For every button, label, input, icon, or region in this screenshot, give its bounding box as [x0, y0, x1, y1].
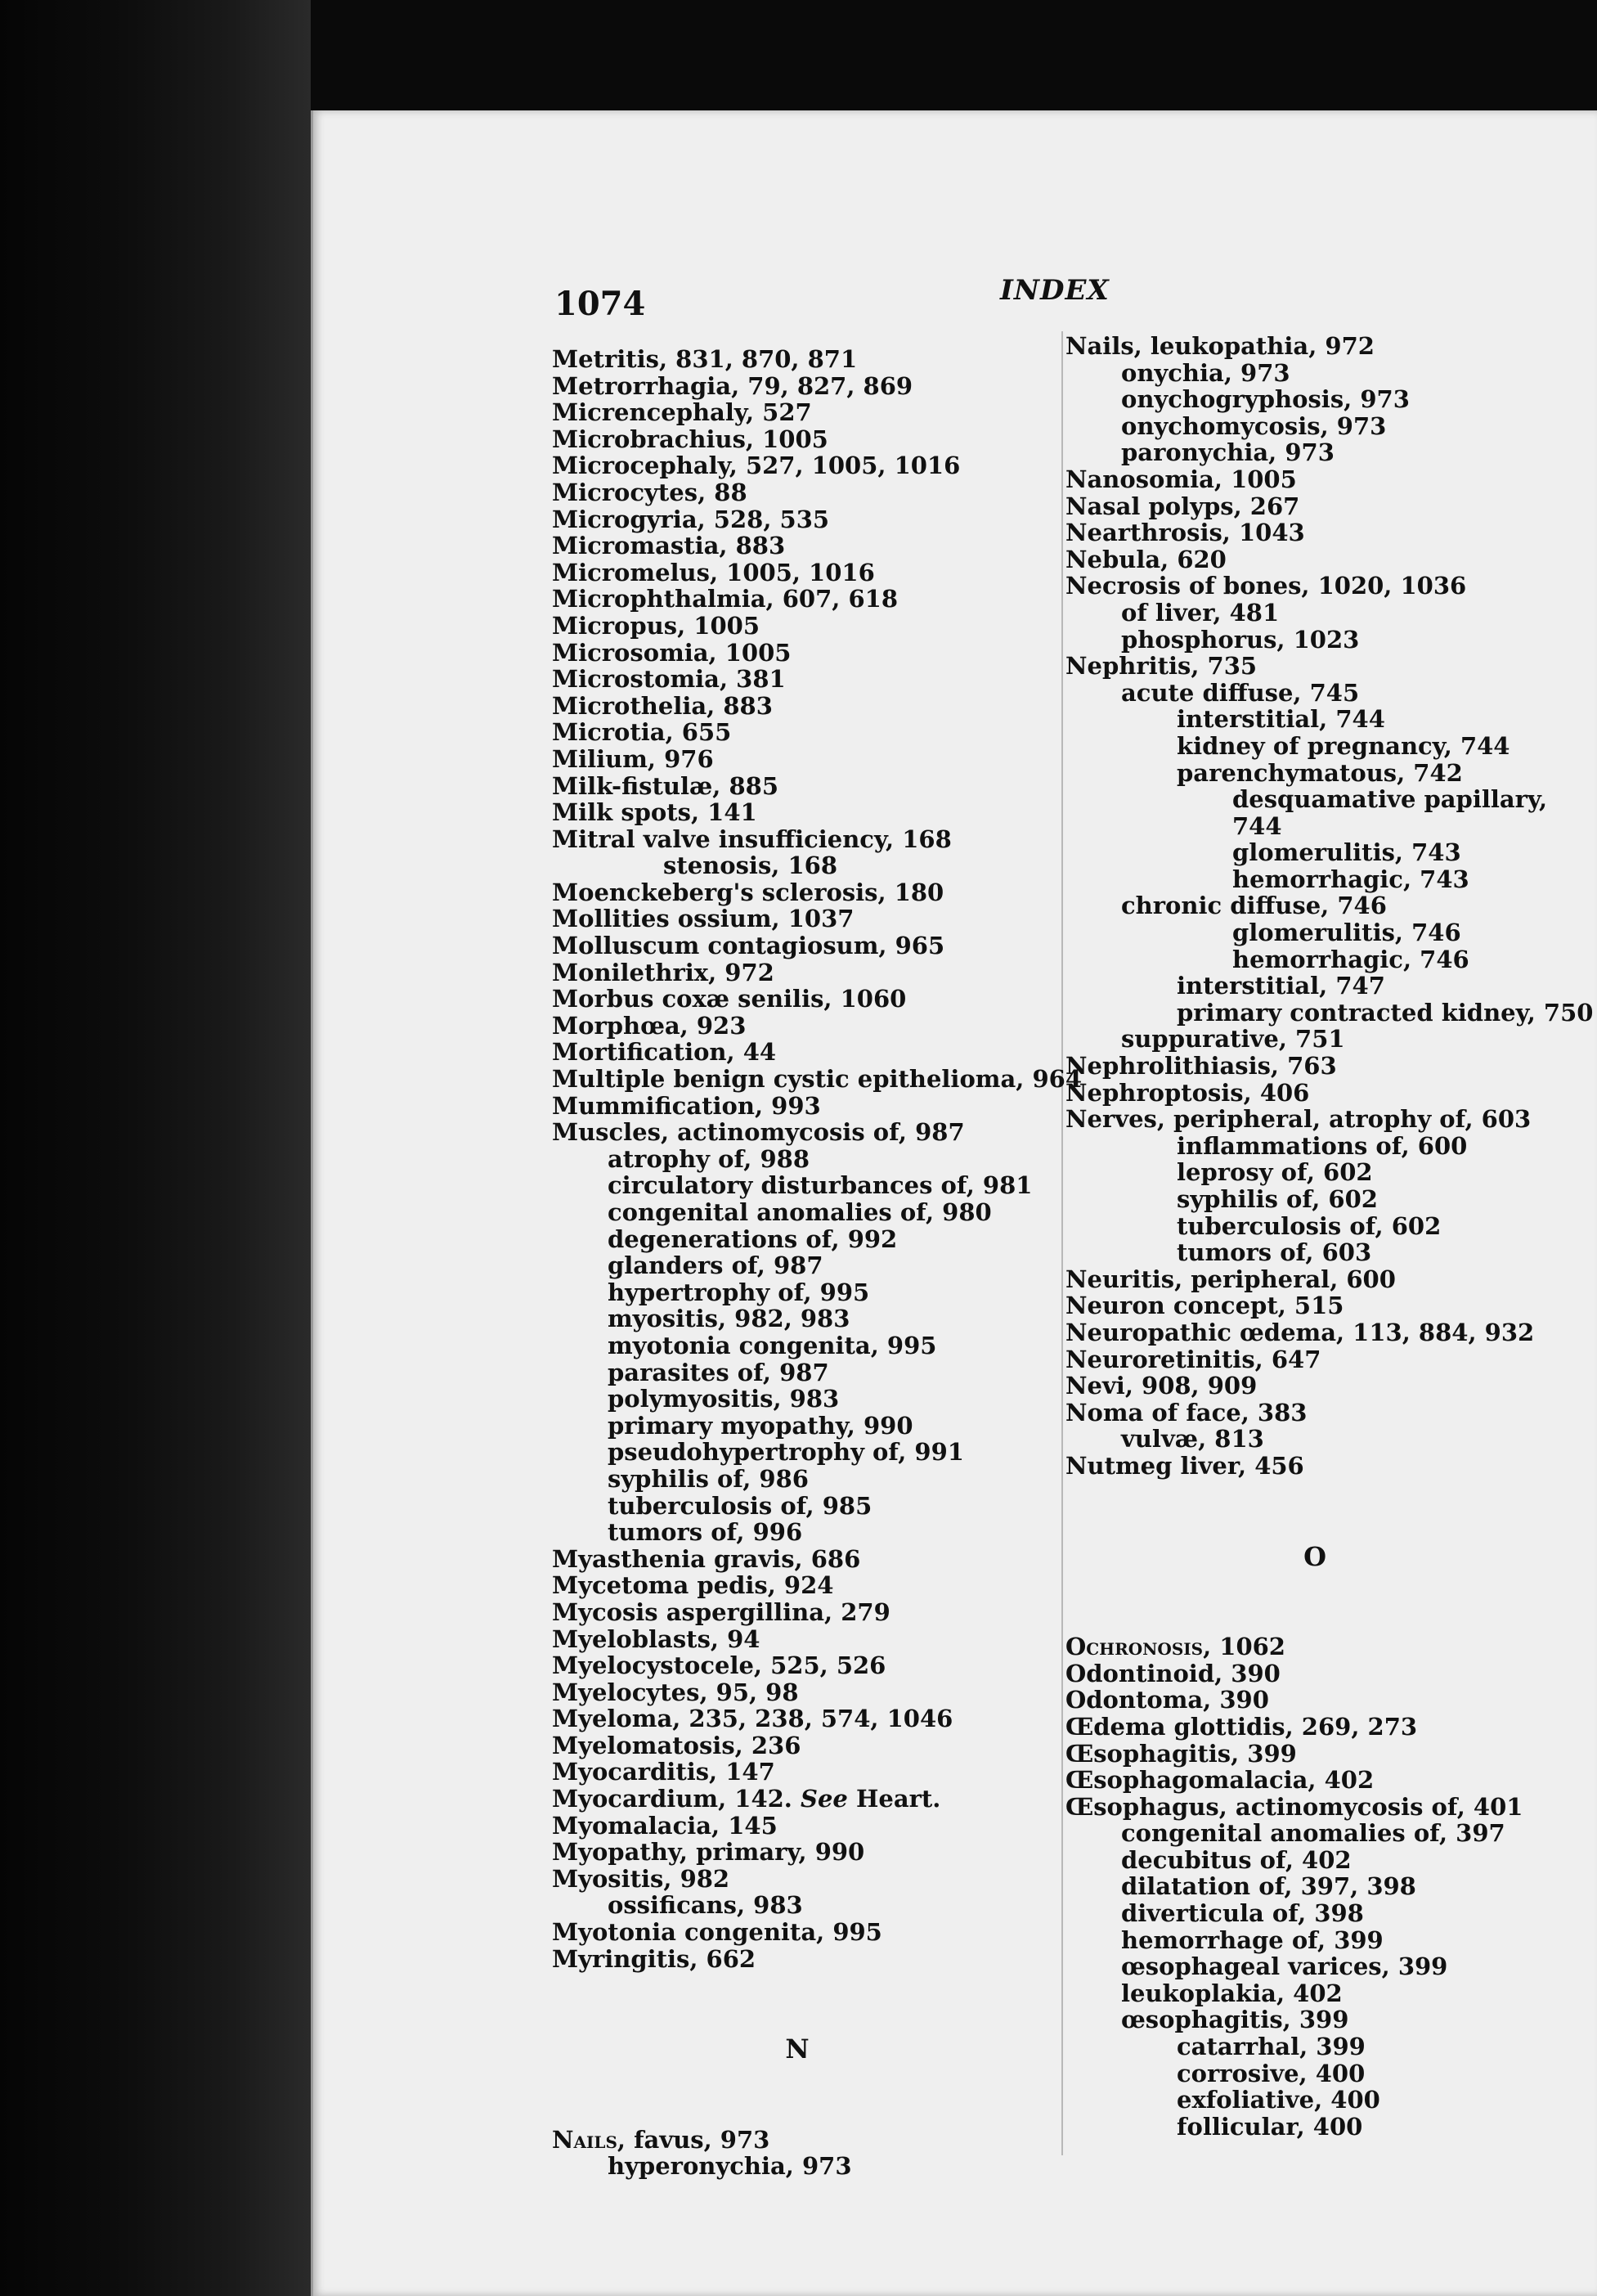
- entry-text: Microthelia, 883: [552, 691, 773, 720]
- index-subentry: [1065, 839, 1597, 866]
- entry-text: vulvæ, 813: [1121, 1425, 1264, 1454]
- index-entry: [552, 586, 1075, 613]
- entry-text: congenital anomalies of, 980: [608, 1198, 992, 1226]
- index-subentry: [552, 1146, 1075, 1173]
- section-letter: O: [1303, 1540, 1326, 1572]
- index-entry: [552, 559, 1075, 586]
- index-subentry: [1065, 1186, 1597, 1213]
- entry-text: Milk spots, 141: [552, 798, 757, 827]
- index-subentry: [1065, 680, 1597, 707]
- index-entry: [1065, 519, 1597, 546]
- entry-text: polymyositis, 983: [608, 1385, 840, 1413]
- index-subentry: [552, 1226, 1075, 1253]
- index-entry: [1065, 1373, 1597, 1400]
- index-subentry: [552, 1413, 1075, 1440]
- entry-text: degenerations of, 992: [608, 1224, 898, 1253]
- section-gap: [1065, 1570, 1597, 1633]
- entry-text: Nerves, peripheral, atrophy of, 603: [1065, 1105, 1532, 1134]
- index-entry: [552, 613, 1075, 640]
- index-subentry: [1065, 1000, 1597, 1027]
- entry-text: parasites of, 987: [608, 1358, 829, 1386]
- index-entry: [552, 1919, 1075, 1946]
- index-subentry: [1065, 813, 1597, 840]
- index-entry: [1065, 1794, 1597, 1821]
- index-subentry: [1065, 600, 1597, 627]
- index-entry: [552, 1705, 1075, 1732]
- index-entry: [1065, 546, 1597, 573]
- index-entry: [1065, 1319, 1597, 1346]
- entry-text: Ochronosis: [1065, 1633, 1204, 1661]
- entry-text: Myeloblasts, 94: [552, 1624, 760, 1653]
- entry-text: 744: [1232, 811, 1282, 840]
- index-entry: [552, 746, 1075, 773]
- entry-text: Œsophagus, actinomycosis of, 401: [1065, 1792, 1523, 1821]
- entry-text: Morphœa, 923: [552, 1011, 747, 1040]
- index-entry: [552, 693, 1075, 720]
- index-entry: [552, 1866, 1075, 1893]
- entry-text: Mollities ossium, 1037: [552, 905, 855, 933]
- index-entry: [1065, 1714, 1597, 1741]
- entry-text: Necrosis of bones, 1020, 1036: [1065, 572, 1467, 600]
- entry-text: Microgyria, 528, 535: [552, 505, 830, 533]
- entry-text: follicular, 400: [1177, 2112, 1363, 2141]
- entry-text: Nephroptosis, 406: [1065, 1078, 1310, 1107]
- index-entry: [1065, 1633, 1597, 1660]
- index-entry: [552, 719, 1075, 746]
- entry-text: onychomycosis, 973: [1121, 411, 1387, 440]
- index-subentry: [1065, 2114, 1597, 2141]
- index-subentry: [1065, 2087, 1597, 2114]
- entry-text: Micromastia, 883: [552, 532, 786, 560]
- index-subentry: [1065, 760, 1597, 787]
- index-entry: [552, 1813, 1075, 1840]
- index-entry: [552, 879, 1075, 906]
- entry-text: onychogryphosis, 973: [1121, 385, 1410, 414]
- index-entry: [1065, 1292, 1597, 1319]
- entry-text: syphilis of, 602: [1177, 1185, 1378, 1213]
- entry-text: Mortification, 44: [552, 1038, 777, 1067]
- book-gutter-shadow: [0, 0, 311, 2296]
- index-entry: [552, 1572, 1075, 1599]
- index-entry: [552, 640, 1075, 667]
- entry-text: Nanosomia, 1005: [1065, 465, 1297, 493]
- entry-text: glanders of, 987: [608, 1251, 823, 1280]
- index-subentry: [1065, 786, 1597, 813]
- entry-text: Odontoma, 390: [1065, 1686, 1269, 1714]
- index-subentry: [1065, 866, 1597, 893]
- index-entry: [552, 506, 1075, 533]
- entry-text: Neuropathic œdema, 113, 884, 932: [1065, 1318, 1535, 1346]
- entry-text: Œdema glottidis, 269, 273: [1065, 1712, 1418, 1741]
- index-entry: [552, 826, 1075, 853]
- entry-text: Milium, 976: [552, 744, 714, 773]
- index-subentry: [1065, 1953, 1597, 1980]
- entry-pages: , 1062: [1203, 1633, 1285, 1661]
- running-head: INDEX: [1000, 274, 1110, 307]
- index-subentry: [552, 1279, 1075, 1306]
- index-entry: [1065, 1741, 1597, 1768]
- index-entry: [552, 1759, 1075, 1786]
- entry-text: Nutmeg liver, 456: [1065, 1451, 1304, 1480]
- entry-text: Microtia, 655: [552, 718, 732, 747]
- entry-text: Micromelus, 1005, 1016: [552, 558, 875, 586]
- index-entry: [552, 1732, 1075, 1759]
- cross-reference-see: See: [801, 1785, 848, 1813]
- index-subentry: [1065, 1213, 1597, 1240]
- entry-text: decubitus of, 402: [1121, 1845, 1352, 1874]
- index-entry: [552, 373, 1075, 400]
- index-subentry: [1065, 706, 1597, 733]
- index-entry: [552, 1065, 1082, 1094]
- entry-text: Monilethrix, 972: [552, 958, 774, 986]
- entry-text: Moenckeberg's sclerosis, 180: [552, 878, 944, 906]
- entry-text: hypertrophy of, 995: [608, 1278, 870, 1306]
- index-entry: [552, 666, 1075, 693]
- index-entry: [552, 1786, 1075, 1813]
- entry-text: syphilis of, 986: [608, 1464, 809, 1493]
- index-subentry: [1065, 973, 1597, 1000]
- entry-text: primary contracted kidney, 750: [1177, 998, 1594, 1027]
- entry-text: Myelomatosis, 236: [552, 1731, 801, 1759]
- index-subentry: [552, 1892, 1075, 1919]
- index-subentry: [1065, 627, 1597, 654]
- index-entry: [552, 773, 1075, 800]
- index-subentry: [1065, 2006, 1597, 2033]
- entry-text: Œsophagitis, 399: [1065, 1739, 1297, 1768]
- index-entry: [552, 1093, 1075, 1120]
- entry-text: Myopathy, primary, 990: [552, 1838, 865, 1867]
- entry-text: Nails: [552, 2125, 617, 2154]
- entry-text: tumors of, 996: [608, 1518, 803, 1547]
- entry-text: Muscles, actinomycosis of, 987: [552, 1118, 965, 1147]
- entry-text: glomerulitis, 746: [1232, 919, 1461, 947]
- section-letter: N: [785, 2033, 810, 2065]
- index-subentry: [552, 1466, 1075, 1493]
- entry-text: Neuroretinitis, 647: [1065, 1345, 1321, 1373]
- entry-text: leprosy of, 602: [1177, 1158, 1373, 1187]
- entry-pages: , favus, 973: [617, 2125, 770, 2154]
- index-entry: [552, 1652, 1075, 1679]
- entry-text: Microphthalmia, 607, 618: [552, 585, 898, 613]
- index-subentry: [1065, 892, 1597, 919]
- index-entry: [1065, 466, 1597, 493]
- entry-text: Mummification, 993: [552, 1091, 821, 1120]
- index-subentry: [552, 1386, 1075, 1413]
- index-entry: [1065, 1266, 1597, 1293]
- entry-text: Myasthenia gravis, 686: [552, 1544, 861, 1573]
- entry-text: œsophagitis, 399: [1121, 2006, 1349, 2034]
- entry-text: pseudohypertrophy of, 991: [608, 1438, 964, 1467]
- entry-text: hemorrhagic, 743: [1232, 865, 1469, 893]
- entry-text: Noma of face, 383: [1065, 1398, 1308, 1427]
- entry-text: Mycetoma pedis, 924: [552, 1571, 834, 1600]
- entry-text: phosphorus, 1023: [1121, 625, 1360, 654]
- entry-text: interstitial, 744: [1177, 705, 1385, 734]
- entry-text: Myomalacia, 145: [552, 1811, 778, 1840]
- index-entry: [552, 1946, 1075, 1973]
- index-entry: [552, 986, 1075, 1013]
- entry-text: Microsomia, 1005: [552, 638, 792, 667]
- entry-text: Myelocytes, 95, 98: [552, 1678, 799, 1706]
- index-entry: [552, 932, 1075, 959]
- entry-text: ossificans, 983: [608, 1891, 803, 1920]
- index-entry: [1065, 1053, 1597, 1080]
- index-subentry: [552, 1252, 1075, 1279]
- index-entry: [552, 2127, 1075, 2154]
- index-entry: [1065, 1767, 1597, 1794]
- index-entry: [552, 1839, 1075, 1866]
- entry-text: Nails, leukopathia, 972: [1065, 332, 1375, 360]
- entry-text: of liver, 481: [1121, 598, 1280, 627]
- entry-text: Myocarditis, 147: [552, 1758, 775, 1786]
- entry-text: exfoliative, 400: [1177, 2086, 1380, 2114]
- page-number: 1074: [554, 285, 646, 323]
- section-gap: [552, 1972, 1075, 2036]
- entry-text: Odontinoid, 390: [1065, 1659, 1281, 1687]
- entry-text: Morbus coxæ senilis, 1060: [552, 985, 907, 1013]
- index-entry: [1065, 1106, 1597, 1133]
- index-entry: [552, 399, 1075, 426]
- index-entry: [1065, 1687, 1597, 1714]
- index-entry: [552, 1599, 1075, 1626]
- index-subentry: [552, 1493, 1075, 1520]
- index-entry: [552, 1039, 1075, 1066]
- index-page: [311, 110, 1597, 2296]
- entry-text: leukoplakia, 402: [1121, 1979, 1343, 2007]
- entry-text: Milk-fistulæ, 885: [552, 771, 779, 800]
- entry-text: myotonia congenita, 995: [608, 1331, 937, 1359]
- index-subentry: [552, 852, 1075, 879]
- entry-text: tuberculosis of, 985: [608, 1491, 873, 1520]
- index-subentry: [552, 2153, 1075, 2180]
- index-subentry: [552, 1199, 1075, 1226]
- entry-text: Neuron concept, 515: [1065, 1292, 1344, 1320]
- index-entry: [552, 426, 1075, 453]
- entry-text: paronychia, 973: [1121, 438, 1335, 467]
- index-subentry: [1065, 1927, 1597, 1954]
- index-entry: [1065, 1453, 1597, 1480]
- index-subentry: [1065, 1847, 1597, 1874]
- entry-text: circulatory disturbances of, 981: [608, 1171, 1033, 1200]
- index-subentry: [1065, 1980, 1597, 2007]
- entry-text: congenital anomalies of, 397: [1121, 1819, 1505, 1848]
- index-subentry: [552, 1439, 1075, 1466]
- index-subentry: [1065, 1133, 1597, 1160]
- index-subentry: [1065, 1873, 1597, 1900]
- entry-text: Nephrolithiasis, 763: [1065, 1052, 1337, 1081]
- entry-text: glomerulitis, 743: [1232, 838, 1461, 867]
- entry-text: Mycosis aspergillina, 279: [552, 1597, 890, 1626]
- entry-text: diverticula of, 398: [1121, 1899, 1364, 1928]
- entry-text: Nephritis, 735: [1065, 652, 1258, 681]
- index-entry: [552, 799, 1075, 826]
- index-subentry: [1065, 1426, 1597, 1453]
- section-gap: [552, 2063, 1075, 2127]
- index-subentry: [1065, 1159, 1597, 1186]
- index-subentry: [1065, 1820, 1597, 1847]
- index-subentry: [1065, 1900, 1597, 1927]
- index-subentry: [1065, 413, 1597, 440]
- entry-text: atrophy of, 988: [608, 1144, 810, 1173]
- entry-text: Molluscum contagiosum, 965: [552, 932, 945, 960]
- entry-text: tuberculosis of, 602: [1177, 1211, 1442, 1240]
- index-subentry: [1065, 439, 1597, 466]
- index-entry: [552, 1679, 1075, 1706]
- index-entry: [552, 1013, 1075, 1040]
- section-gap: [1065, 1480, 1597, 1543]
- entry-text: suppurative, 751: [1121, 1025, 1345, 1054]
- index-entry: [1065, 1660, 1597, 1687]
- entry-text: desquamative papillary,: [1232, 785, 1548, 814]
- entry-text: Myositis, 982: [552, 1864, 730, 1893]
- entry-text: tumors of, 603: [1177, 1238, 1372, 1267]
- index-subentry: [1065, 1239, 1597, 1266]
- entry-text: Microbrachius, 1005: [552, 425, 828, 453]
- index-entry: [1065, 493, 1597, 520]
- index-entry: [1065, 573, 1597, 600]
- entry-text: chronic diffuse, 746: [1121, 892, 1387, 920]
- index-subentry: [1065, 919, 1597, 946]
- index-entry: [1065, 1400, 1597, 1427]
- entry-text: corrosive, 400: [1177, 2059, 1366, 2087]
- entry-text: œsophageal varices, 399: [1121, 1952, 1448, 1981]
- entry-text: Neuritis, peripheral, 600: [1065, 1265, 1396, 1293]
- index-subentry: [1065, 946, 1597, 973]
- index-subentry: [552, 1332, 1075, 1359]
- entry-text: Micrencephaly, 527: [552, 398, 812, 427]
- index-subentry: [1065, 733, 1597, 760]
- index-entry: [552, 532, 1075, 559]
- entry-text: Microstomia, 381: [552, 665, 786, 694]
- index-entry: [1065, 653, 1597, 680]
- index-column-right: [1065, 333, 1597, 2140]
- index-entry: [552, 1546, 1075, 1573]
- index-column-left: [552, 345, 1082, 2181]
- entry-text: Myeloma, 235, 238, 574, 1046: [552, 1705, 953, 1733]
- entry-text: hemorrhage of, 399: [1121, 1925, 1384, 1954]
- entry-text: Mitral valve insufficiency, 168: [552, 824, 952, 853]
- index-subentry: [1065, 1026, 1597, 1053]
- index-subentry: [1065, 386, 1597, 413]
- entry-text: dilatation of, 397, 398: [1121, 1872, 1416, 1901]
- entry-text: Myringitis, 662: [552, 1944, 756, 1973]
- cross-reference-target: Heart.: [847, 1785, 941, 1813]
- entry-text: Myelocystocele, 525, 526: [552, 1651, 886, 1680]
- index-entry: [552, 1626, 1075, 1653]
- entry-text: hyperonychia, 973: [608, 2152, 852, 2181]
- index-subentry: [552, 1172, 1075, 1199]
- index-entry: [552, 905, 1075, 932]
- entry-text: Nearthrosis, 1043: [1065, 519, 1305, 547]
- entry-text: hemorrhagic, 746: [1232, 945, 1469, 973]
- entry-text: myositis, 982, 983: [608, 1305, 850, 1333]
- entry-text: acute diffuse, 745: [1121, 678, 1360, 707]
- index-entry: [552, 346, 1075, 373]
- entry-text: Multiple benign cystic epithelioma, 964: [552, 1065, 1082, 1094]
- index-subentry: [552, 1359, 1075, 1386]
- entry-text: onychia, 973: [1121, 358, 1290, 387]
- entry-text: Nebula, 620: [1065, 545, 1227, 573]
- index-entry: [552, 1119, 1075, 1146]
- entry-text: stenosis, 168: [663, 851, 837, 880]
- index-entry: [1065, 1080, 1597, 1107]
- entry-text: Micropus, 1005: [552, 611, 760, 640]
- index-subentry: [1065, 360, 1597, 387]
- entry-text: Microcytes, 88: [552, 478, 747, 506]
- entry-text: Nevi, 908, 909: [1065, 1372, 1258, 1400]
- entry-text: Metrorrhagia, 79, 827, 869: [552, 371, 913, 400]
- entry-text: primary myopathy, 990: [608, 1411, 913, 1440]
- entry-text: kidney of pregnancy, 744: [1177, 731, 1510, 760]
- entry-text: interstitial, 747: [1177, 972, 1385, 1000]
- entry-text: Nasal polyps, 267: [1065, 492, 1300, 520]
- entry-text: parenchymatous, 742: [1177, 758, 1463, 787]
- entry-text: catarrhal, 399: [1177, 2033, 1366, 2061]
- index-subentry: [1065, 2033, 1597, 2060]
- entry-text: inflammations of, 600: [1177, 1131, 1468, 1160]
- index-subentry: [552, 1305, 1075, 1332]
- index-entry: [552, 479, 1075, 506]
- index-entry: [1065, 333, 1597, 360]
- entry-text: Microcephaly, 527, 1005, 1016: [552, 452, 961, 480]
- entry-text: Myotonia congenita, 995: [552, 1918, 882, 1947]
- entry-text: Metritis, 831, 870, 871: [552, 345, 858, 373]
- entry-text: Myocardium, 142.: [552, 1785, 792, 1813]
- index-entry: [552, 452, 1075, 479]
- index-entry: [552, 959, 1075, 986]
- index-subentry: [552, 1519, 1075, 1546]
- index-entry: [1065, 1346, 1597, 1373]
- index-subentry: [1065, 2060, 1597, 2087]
- entry-text: Œsophagomalacia, 402: [1065, 1766, 1375, 1795]
